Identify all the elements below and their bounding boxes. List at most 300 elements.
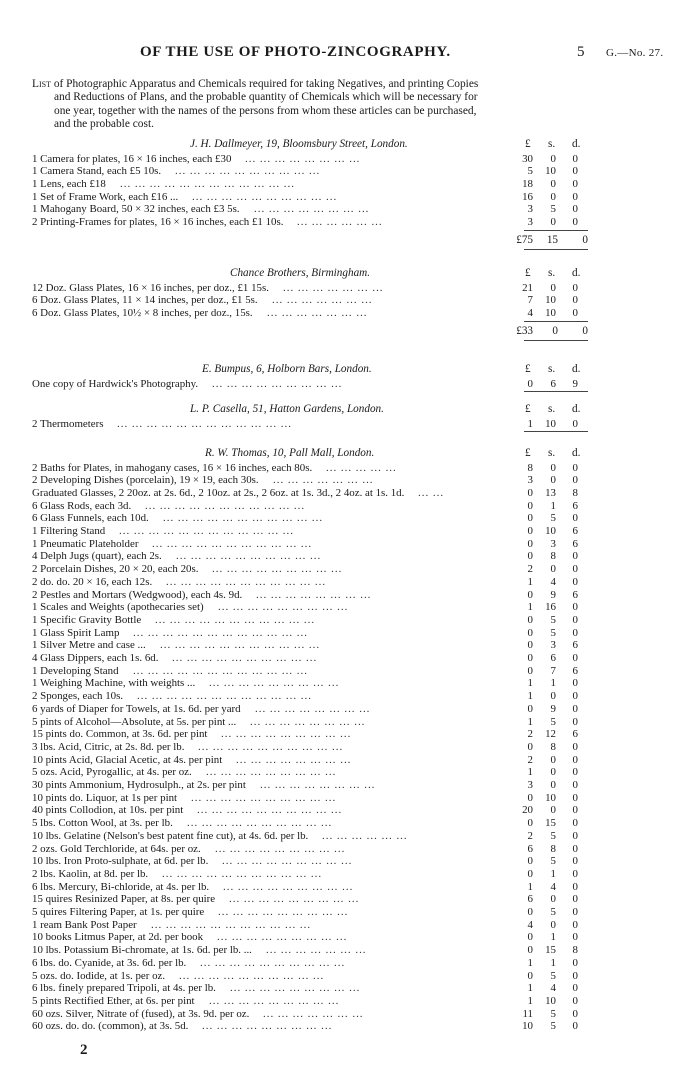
leader-dots: ... ... ... ... ... ... ... ... bbox=[250, 715, 366, 728]
line-item bbox=[32, 741, 590, 754]
line-item bbox=[32, 843, 590, 856]
amount-shillings: 0 bbox=[550, 766, 556, 779]
leader-dots: ... ... ... ... ... ... ... ... ... bbox=[215, 842, 346, 855]
line-item bbox=[32, 1008, 590, 1021]
amount-shillings: 0 bbox=[550, 190, 556, 203]
amount-shillings: 0 bbox=[550, 804, 556, 817]
leader-dots: ... ... ... ... ... ... ... ... ... ... ... ... bbox=[117, 417, 292, 430]
amount-pounds: 1 bbox=[527, 417, 533, 430]
amount-shillings: 1 bbox=[550, 499, 556, 512]
amount-pounds: 0 bbox=[527, 906, 533, 918]
amount-pence: 0 bbox=[572, 461, 578, 474]
line-item bbox=[32, 665, 590, 678]
item-description: Graduated Glasses, 2 20oz. at 2s. 6d., 2 10oz. at 2s., 2 6oz. at 1s. 3d., 2 4oz. at 1s. 1d. bbox=[32, 486, 405, 499]
item-description: 1 Specific Gravity Bottle bbox=[32, 613, 142, 626]
amount-pounds: 0 bbox=[527, 512, 533, 525]
amount-pence: 0 bbox=[572, 804, 578, 817]
amount-pounds: 0 bbox=[527, 944, 533, 957]
amount-pence: 0 bbox=[572, 791, 578, 804]
leader-dots: ... ... ... ... ... ... bbox=[297, 216, 383, 228]
amount-pence: 0 bbox=[572, 880, 578, 893]
leader-dots: ... ... ... ... ... ... ... ... ... ... ... ... bbox=[137, 690, 312, 703]
pence-heading: d. bbox=[572, 138, 581, 150]
document-reference: G.—No. 27. bbox=[606, 47, 664, 59]
amount-pounds: 1 bbox=[527, 575, 533, 588]
line-item bbox=[32, 178, 590, 191]
total-shillings: 15 bbox=[546, 233, 558, 246]
line-item bbox=[32, 282, 590, 295]
amount-shillings: 0 bbox=[550, 779, 556, 791]
line-item bbox=[32, 216, 590, 229]
amount-shillings: 3 bbox=[550, 537, 556, 550]
pence-heading: d. bbox=[572, 447, 581, 459]
leader-dots: ... ... ... ... ... ... ... ... bbox=[255, 702, 371, 715]
total-pounds: £75 bbox=[516, 233, 533, 246]
amount-rule bbox=[524, 391, 588, 392]
line-item bbox=[32, 165, 590, 178]
amount-pounds: 2 bbox=[527, 728, 533, 741]
supplier-name: R. W. Thomas, 10, Pall Mall, London. bbox=[205, 447, 375, 459]
line-item bbox=[32, 716, 590, 729]
amount-pounds: 6 bbox=[527, 842, 533, 855]
amount-pence: 0 bbox=[572, 216, 578, 228]
line-item bbox=[32, 525, 590, 538]
amount-shillings: 6 bbox=[550, 377, 556, 390]
amount-pence: 0 bbox=[572, 893, 578, 906]
total-pounds: £33 bbox=[516, 324, 533, 337]
amount-pounds: 3 bbox=[527, 779, 533, 791]
line-item bbox=[32, 690, 590, 703]
leader-dots: ... ... ... ... ... ... ... ... ... bbox=[209, 677, 340, 690]
amount-pounds: 0 bbox=[527, 588, 533, 601]
line-item bbox=[32, 614, 590, 627]
amount-pounds: 0 bbox=[527, 613, 533, 626]
item-description: 5 pints of Alcohol—Absolute, at 5s. per pint ... bbox=[32, 715, 237, 728]
amount-shillings: 10 bbox=[545, 306, 556, 319]
amount-shillings: 5 bbox=[550, 715, 556, 728]
leader-dots: ... ... ... ... ... ... ... ... ... ... ... bbox=[163, 512, 324, 525]
amount-shillings: 5 bbox=[550, 1020, 556, 1033]
amount-shillings: 15 bbox=[545, 817, 556, 830]
leader-dots: ... ... ... ... ... ... ... ... bbox=[236, 753, 352, 766]
line-item bbox=[32, 203, 590, 216]
amount-shillings: 5 bbox=[550, 969, 556, 982]
line-item bbox=[32, 931, 590, 944]
item-description: 10 pints do. Liquor, at 1s per pint bbox=[32, 791, 178, 804]
item-description: 1 Set of Frame Work, each £16 ... bbox=[32, 190, 179, 203]
amount-shillings: 4 bbox=[550, 880, 556, 893]
amount-pounds: 0 bbox=[527, 639, 533, 652]
line-item bbox=[32, 944, 590, 957]
amount-shillings: 10 bbox=[545, 791, 556, 804]
amount-rule bbox=[524, 431, 588, 432]
leader-dots: ... ... ... ... ... ... ... bbox=[283, 281, 384, 294]
leader-dots: ... ... ... ... ... ... ... ... ... bbox=[206, 766, 337, 779]
total-rule bbox=[524, 249, 588, 250]
amount-pounds: 1 bbox=[527, 601, 533, 614]
amount-pence: 0 bbox=[572, 563, 578, 576]
amount-pounds: 0 bbox=[527, 486, 533, 499]
leader-dots: ... ... ... ... ... ... ... bbox=[267, 306, 368, 319]
leader-dots: ... ... ... ... ... ... ... ... ... ... ... bbox=[152, 537, 313, 550]
amount-pence: 0 bbox=[572, 677, 578, 690]
amount-pounds: 10 bbox=[522, 1020, 533, 1033]
line-item bbox=[32, 378, 590, 391]
line-item bbox=[32, 779, 590, 792]
amount-shillings: 8 bbox=[550, 842, 556, 855]
amount-shillings: 5 bbox=[550, 855, 556, 868]
amount-shillings: 4 bbox=[550, 575, 556, 588]
leader-dots: ... ... ... ... ... ... ... ... ... bbox=[221, 728, 352, 741]
intro-line: and Reductions of Plans, and the probable quantity of Chemicals which will be necessary for bbox=[54, 91, 478, 104]
item-description: 5 ozs. do. Iodide, at 1s. per oz. bbox=[32, 969, 166, 982]
amount-shillings: 10 bbox=[545, 525, 556, 537]
amount-pence: 0 bbox=[572, 550, 578, 563]
leader-dots: ... ... ... ... ... ... ... bbox=[273, 474, 374, 487]
supplier-name: J. H. Dallmeyer, 19, Bloomsbury Street, London. bbox=[190, 138, 408, 150]
line-item bbox=[32, 550, 590, 563]
line-item bbox=[32, 487, 590, 500]
item-description: 1 Silver Metre and case ... bbox=[32, 639, 146, 652]
item-description: 12 Doz. Glass Plates, 16 × 16 inches, per doz., £1 15s. bbox=[32, 281, 269, 294]
amount-pounds: 0 bbox=[527, 791, 533, 804]
leader-dots: ... ... ... ... ... ... ... ... ... ... ... bbox=[160, 639, 321, 652]
line-item bbox=[32, 906, 590, 919]
line-item bbox=[32, 563, 590, 576]
leader-dots: ... ... ... ... ... ... ... ... ... ... ... ... bbox=[120, 177, 295, 190]
amount-pounds: 5 bbox=[527, 165, 533, 178]
amount-pence: 0 bbox=[572, 855, 578, 868]
amount-pence: 0 bbox=[572, 690, 578, 703]
amount-pounds: 1 bbox=[527, 690, 533, 703]
amount-pounds: 3 bbox=[527, 474, 533, 487]
line-item bbox=[32, 576, 590, 589]
line-item bbox=[32, 512, 590, 525]
leader-dots: ... ... ... ... ... ... ... ... ... bbox=[217, 931, 348, 944]
leader-dots: ... ... ... ... ... ... ... ... bbox=[256, 588, 372, 601]
item-description: 2 Developing Dishes (porcelain), 19 × 19, each 30s. bbox=[32, 474, 259, 487]
line-item bbox=[32, 652, 590, 665]
leader-dots: ... ... ... ... ... ... ... ... ... bbox=[223, 880, 354, 893]
item-description: 2 ozs. Gold Terchloride, at 64s. per oz. bbox=[32, 842, 201, 855]
amount-pence: 0 bbox=[572, 474, 578, 487]
item-description: 15 quires Resinized Paper, at 8s. per quire bbox=[32, 893, 216, 906]
pence-heading: d. bbox=[572, 363, 581, 375]
amount-pence: 6 bbox=[572, 588, 578, 601]
intro-line: one year, together with the names of the persons from whom these articles can be purchased, bbox=[54, 104, 477, 117]
leader-dots: ... ... ... ... ... ... ... ... bbox=[245, 152, 361, 165]
leader-dots: ... ... ... ... ... ... ... ... ... ... ... ... bbox=[119, 525, 294, 537]
amount-pounds: 4 bbox=[527, 306, 533, 319]
amount-shillings: 9 bbox=[550, 588, 556, 601]
item-description: 6 Glass Funnels, each 10d. bbox=[32, 512, 149, 525]
item-description: 60 ozs. do. do. (common), at 3s. 5d. bbox=[32, 1020, 189, 1033]
amount-shillings: 0 bbox=[550, 461, 556, 474]
line-item bbox=[32, 474, 590, 487]
amount-shillings: 1 bbox=[550, 956, 556, 969]
amount-shillings: 4 bbox=[550, 982, 556, 995]
line-item bbox=[32, 153, 590, 166]
intro-line: and the probable cost. bbox=[54, 118, 154, 131]
pence-heading: d. bbox=[572, 267, 581, 279]
item-description: 1 Filtering Stand bbox=[32, 525, 106, 537]
leader-dots: ... ... ... ... ... ... ... ... ... ... ... bbox=[145, 499, 306, 512]
amount-shillings: 0 bbox=[550, 563, 556, 576]
amount-pence: 0 bbox=[572, 152, 578, 165]
amount-shillings: 3 bbox=[550, 639, 556, 652]
leader-dots: ... ... ... ... ... ... ... ... ... bbox=[229, 893, 360, 906]
amount-pence: 0 bbox=[572, 613, 578, 626]
amount-pounds: 6 bbox=[527, 893, 533, 906]
amount-pounds: 8 bbox=[527, 461, 533, 474]
amount-pence: 6 bbox=[572, 499, 578, 512]
amount-pence: 8 bbox=[572, 944, 578, 957]
item-description: 2 Pestles and Mortars (Wedgwood), each 4s. 9d. bbox=[32, 588, 243, 601]
amount-pence: 0 bbox=[572, 702, 578, 715]
line-item bbox=[32, 919, 590, 932]
leader-dots: ... ... ... ... ... ... ... ... ... ... bbox=[175, 165, 321, 178]
leader-dots: ... ... ... ... ... ... ... ... ... ... bbox=[179, 969, 325, 982]
item-description: 1 ream Bank Post Paper bbox=[32, 918, 137, 931]
supplier-name: L. P. Casella, 51, Hatton Gardens, London. bbox=[190, 403, 384, 415]
amount-pence: 0 bbox=[572, 829, 578, 842]
item-description: 2 Printing-Frames for plates, 16 × 16 inches, each £1 10s. bbox=[32, 216, 284, 228]
line-item bbox=[32, 982, 590, 995]
amount-pence: 0 bbox=[572, 652, 578, 664]
amount-pence: 0 bbox=[572, 626, 578, 639]
item-description: 2 Thermometers bbox=[32, 417, 104, 430]
line-item bbox=[32, 957, 590, 970]
item-description: 30 pints Ammonium, Hydrosulph., at 2s. per pint bbox=[32, 779, 246, 791]
amount-pounds: 0 bbox=[527, 931, 533, 944]
amount-pence: 0 bbox=[572, 753, 578, 766]
amount-shillings: 1 bbox=[550, 867, 556, 880]
amount-shillings: 0 bbox=[550, 281, 556, 294]
line-item bbox=[32, 804, 590, 817]
item-description: 6 Doz. Glass Plates, 10½ × 8 inches, per doz., 15s. bbox=[32, 306, 253, 319]
item-description: 5 pints Rectified Ether, at 6s. per pint bbox=[32, 994, 195, 1007]
amount-shillings: 0 bbox=[550, 690, 556, 703]
amount-pence: 0 bbox=[572, 417, 578, 430]
item-description: 6 yards of Diaper for Towels, at 1s. 6d. per yard bbox=[32, 702, 241, 715]
leader-dots: ... ... ... ... ... ... ... ... ... ... bbox=[197, 804, 343, 817]
amount-shillings: 0 bbox=[550, 918, 556, 931]
pounds-heading: £ bbox=[525, 138, 531, 150]
amount-pounds: 1 bbox=[527, 880, 533, 893]
line-item bbox=[32, 538, 590, 551]
line-item bbox=[32, 589, 590, 602]
leader-dots: ... ... ... ... ... ... ... ... ... ... ... bbox=[151, 918, 312, 931]
amount-pounds: 2 bbox=[527, 563, 533, 576]
leader-dots: ... ... ... ... ... ... ... ... ... ... bbox=[198, 740, 344, 753]
line-item bbox=[32, 817, 590, 830]
amount-pounds: 0 bbox=[527, 817, 533, 830]
amount-shillings: 12 bbox=[545, 728, 556, 741]
amount-pounds: 3 bbox=[527, 216, 533, 228]
amount-shillings: 10 bbox=[545, 294, 556, 307]
amount-shillings: 10 bbox=[545, 417, 556, 430]
line-item bbox=[32, 294, 590, 307]
item-description: 15 pints do. Common, at 3s. 6d. per pint bbox=[32, 728, 208, 741]
amount-pounds: 1 bbox=[527, 994, 533, 1007]
item-description: 1 Glass Spirit Lamp bbox=[32, 626, 120, 639]
item-description: 1 Mahogany Board, 50 × 32 inches, each £3 5s. bbox=[32, 203, 240, 216]
line-item bbox=[32, 855, 590, 868]
amount-pence: 6 bbox=[572, 537, 578, 550]
leader-dots: ... ... ... ... ... ... ... ... ... ... bbox=[192, 190, 338, 203]
amount-pounds: 11 bbox=[522, 1007, 533, 1020]
item-description: 6 lbs. finely prepared Tripoli, at 4s. per lb. bbox=[32, 982, 216, 995]
leader-dots: ... ... ... ... ... ... ... bbox=[272, 294, 373, 307]
amount-pence: 9 bbox=[572, 377, 578, 390]
line-item bbox=[32, 639, 590, 652]
pounds-heading: £ bbox=[525, 363, 531, 375]
leader-dots: ... ... ... ... ... ... ... ... ... ... ... bbox=[155, 613, 316, 626]
amount-shillings: 10 bbox=[545, 994, 556, 1007]
amount-pence: 0 bbox=[572, 575, 578, 588]
shillings-heading: s. bbox=[548, 138, 556, 150]
amount-pence: 0 bbox=[572, 165, 578, 178]
amount-pence: 0 bbox=[572, 715, 578, 728]
amount-pounds: 0 bbox=[527, 626, 533, 639]
shillings-heading: s. bbox=[548, 403, 556, 415]
amount-pounds: 16 bbox=[522, 190, 533, 203]
leader-dots: ... ... ... ... ... ... ... bbox=[266, 944, 367, 957]
leader-dots: ... ... ... ... ... ... ... ... ... ... bbox=[187, 817, 333, 830]
amount-shillings: 5 bbox=[550, 626, 556, 639]
total-shillings: 0 bbox=[552, 324, 558, 337]
amount-shillings: 6 bbox=[550, 652, 556, 664]
amount-pounds: 18 bbox=[522, 177, 533, 190]
amount-pence: 0 bbox=[572, 203, 578, 216]
amount-pounds: 1 bbox=[527, 677, 533, 690]
line-item bbox=[32, 191, 590, 204]
leader-dots: ... ... ... ... ... ... ... ... ... ... bbox=[176, 550, 322, 563]
amount-pence: 0 bbox=[572, 994, 578, 1007]
total-rule bbox=[524, 340, 588, 341]
amount-pounds: 4 bbox=[527, 918, 533, 931]
leader-dots: ... ... bbox=[418, 486, 445, 499]
amount-pence: 0 bbox=[572, 512, 578, 525]
item-description: 1 Scales and Weights (apothecaries set) bbox=[32, 601, 204, 614]
amount-pence: 0 bbox=[572, 294, 578, 307]
line-item bbox=[32, 881, 590, 894]
item-description: 3 lbs. Acid, Citric, at 2s. 8d. per lb. bbox=[32, 740, 185, 753]
item-description: 2 lbs. Kaolin, at 8d. per lb. bbox=[32, 867, 149, 880]
line-item bbox=[32, 728, 590, 741]
item-description: 4 Glass Dippers, each 1s. 6d. bbox=[32, 652, 159, 664]
leader-dots: ... ... ... ... ... ... ... ... bbox=[260, 779, 376, 791]
leader-dots: ... ... ... ... ... ... ... ... ... ... bbox=[191, 791, 337, 804]
leader-dots: ... ... ... ... ... ... ... ... ... ... ... bbox=[162, 867, 323, 880]
item-description: One copy of Hardwick's Photography. bbox=[32, 377, 199, 390]
amount-pence: 0 bbox=[572, 177, 578, 190]
leader-dots: ... ... ... ... ... ... ... ... ... ... ... ... bbox=[133, 626, 308, 639]
item-description: 1 Pneumatic Plateholder bbox=[32, 537, 139, 550]
amount-pence: 0 bbox=[572, 918, 578, 931]
amount-pence: 0 bbox=[572, 1007, 578, 1020]
page-title: OF THE USE OF PHOTO-ZINCOGRAPHY. bbox=[140, 44, 451, 60]
amount-shillings: 16 bbox=[545, 601, 556, 614]
amount-pounds: 21 bbox=[522, 281, 533, 294]
total-pence: 0 bbox=[582, 233, 588, 246]
amount-shillings: 5 bbox=[550, 613, 556, 626]
amount-pounds: 0 bbox=[527, 664, 533, 677]
list-intro bbox=[32, 78, 642, 132]
amount-shillings: 5 bbox=[550, 512, 556, 525]
amount-shillings: 0 bbox=[550, 177, 556, 190]
pounds-heading: £ bbox=[525, 267, 531, 279]
amount-pounds: 0 bbox=[527, 855, 533, 868]
amount-pounds: 2 bbox=[527, 753, 533, 766]
amount-shillings: 5 bbox=[550, 906, 556, 918]
amount-pence: 0 bbox=[572, 906, 578, 918]
amount-pounds: 0 bbox=[527, 867, 533, 880]
amount-pounds: 30 bbox=[522, 152, 533, 165]
amount-shillings: 15 bbox=[545, 944, 556, 957]
leader-dots: ... ... ... ... ... ... ... ... ... ... ... ... bbox=[133, 664, 308, 677]
amount-shillings: 0 bbox=[550, 216, 556, 228]
line-item bbox=[32, 970, 590, 983]
shillings-heading: s. bbox=[548, 447, 556, 459]
line-item bbox=[32, 677, 590, 690]
amount-pence: 0 bbox=[572, 306, 578, 319]
shillings-heading: s. bbox=[548, 267, 556, 279]
amount-shillings: 7 bbox=[550, 664, 556, 677]
line-item bbox=[32, 703, 590, 716]
footer-page-number: 2 bbox=[80, 1042, 88, 1058]
amount-shillings: 8 bbox=[550, 550, 556, 563]
amount-pounds: 0 bbox=[527, 652, 533, 664]
amount-pounds: 0 bbox=[527, 499, 533, 512]
amount-rule bbox=[524, 230, 588, 231]
amount-pounds: 0 bbox=[527, 537, 533, 550]
amount-shillings: 5 bbox=[550, 1007, 556, 1020]
amount-pounds: 3 bbox=[527, 203, 533, 216]
leader-dots: ... ... ... ... ... ... ... ... ... bbox=[212, 563, 343, 576]
leader-dots: ... ... ... ... ... ... ... ... ... ... ... bbox=[166, 575, 327, 588]
leader-dots: ... ... ... ... ... ... ... ... ... bbox=[218, 906, 349, 918]
amount-pounds: 20 bbox=[522, 804, 533, 817]
amount-pence: 0 bbox=[572, 842, 578, 855]
line-item bbox=[32, 601, 590, 614]
line-item bbox=[32, 627, 590, 640]
amount-pence: 0 bbox=[572, 190, 578, 203]
leader-dots: ... ... ... ... ... ... ... ... ... bbox=[218, 601, 349, 614]
amount-pence: 0 bbox=[572, 982, 578, 995]
amount-shillings: 0 bbox=[550, 753, 556, 766]
leader-dots: ... ... ... ... ... ... ... ... ... bbox=[222, 855, 353, 868]
line-item bbox=[32, 792, 590, 805]
item-description: 2 Porcelain Dishes, 20 × 20, each 20s. bbox=[32, 563, 199, 576]
item-description: 10 lbs. Gelatine (Nelson's best patent fine cut), at 4s. 6d. per lb. bbox=[32, 829, 309, 842]
item-description: 5 quires Filtering Paper, at 1s. per quire bbox=[32, 906, 205, 918]
supplier-name: Chance Brothers, Birmingham. bbox=[230, 267, 371, 279]
amount-rule bbox=[524, 321, 588, 322]
line-item bbox=[32, 418, 590, 431]
amount-pounds: 7 bbox=[527, 294, 533, 307]
page-number: 5 bbox=[577, 44, 585, 60]
line-item bbox=[32, 995, 590, 1008]
amount-pounds: 0 bbox=[527, 550, 533, 563]
amount-shillings: 5 bbox=[550, 829, 556, 842]
line-item bbox=[32, 307, 590, 320]
pence-heading: d. bbox=[572, 403, 581, 415]
amount-pounds: 1 bbox=[527, 766, 533, 779]
amount-pence: 6 bbox=[572, 664, 578, 677]
item-description: 6 lbs. do. Cyanide, at 3s. 6d. per lb. bbox=[32, 956, 187, 969]
amount-pounds: 1 bbox=[527, 715, 533, 728]
